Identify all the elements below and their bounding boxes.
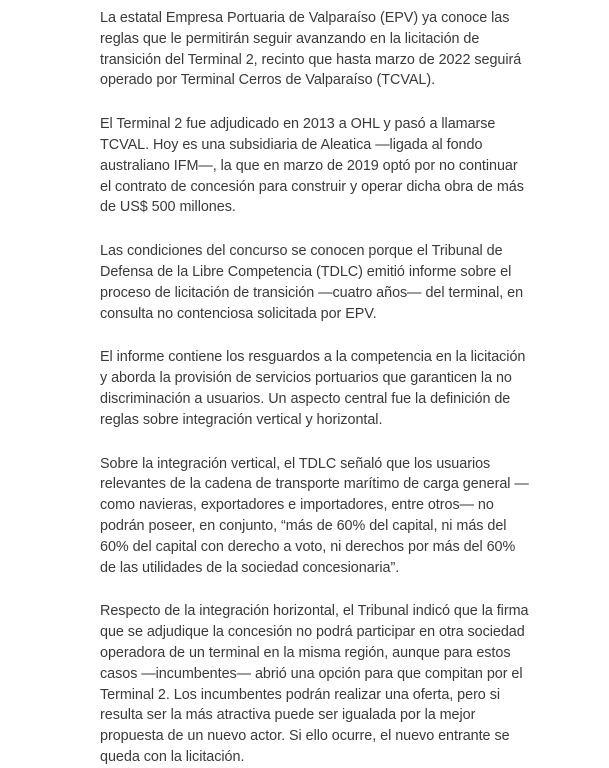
paragraph-3: Las condiciones del concurso se conocen porque el Tribunal de Defensa de la Libre Competencia (TDLC) emitió informe sobre el proceso de licitación de transición —cuatro años— del terminal, en consulta no contenciosa solicitada por EPV. [100,243,524,322]
paragraph-2: El Terminal 2 fue adjudicado en 2013 a OHL y pasó a llamarse TCVAL. Hoy es una subsidiaria de Aleatica —ligada al fondo australiano IFM—, la que en marzo de 2019 optó por no continuar el contrato de concesión para construir y operar dicha obra de más de US$ 500 millones. [100,116,524,216]
paragraph-1: La estatal Empresa Portuaria de Valparaíso (EPV) ya conoce las reglas que le permitirán seguir avanzando en la licitación de transición del Terminal 2, recinto que hasta marzo de 2022 seguirá operado por Terminal Cerros de Valparaíso (TCVAL). [100,10,522,89]
article-body [100,8,530,768]
paragraph-6: Respecto de la integración horizontal, el Tribunal indicó que la firma que se adjudique la concesión no podrá participar en otra sociedad operadora de un terminal en la misma región, aunque para estos casos —incumbentes— abrió una opción para que compitan por el Terminal 2. Los incumbentes podrán realizar una oferta, pero si resulta ser la más atractiva puede ser igualada por la mejor propuesta de un nuevo actor. Si ello ocurre, el nuevo entrante se queda con la licitación. [100,603,529,765]
paragraph-5: Sobre la integración vertical, el TDLC señaló que los usuarios relevantes de la cadena de transporte marítimo de carga general —como navieras, exportadores e importadores, entre otros— no podrán poseer, en conjunto, “más de 60% del capital, ni más del 60% del capital con derecho a voto, ni derechos por más del 60% de las utilidades de la sociedad concesionaria”. [100,455,529,576]
paragraph-4: El informe contiene los resguardos a la competencia en la licitación y aborda la provisión de servicios portuarios que garanticen la no discriminación a usuarios. Un aspecto central fue la definición de reglas sobre integración vertical y horizontal. [100,349,526,428]
